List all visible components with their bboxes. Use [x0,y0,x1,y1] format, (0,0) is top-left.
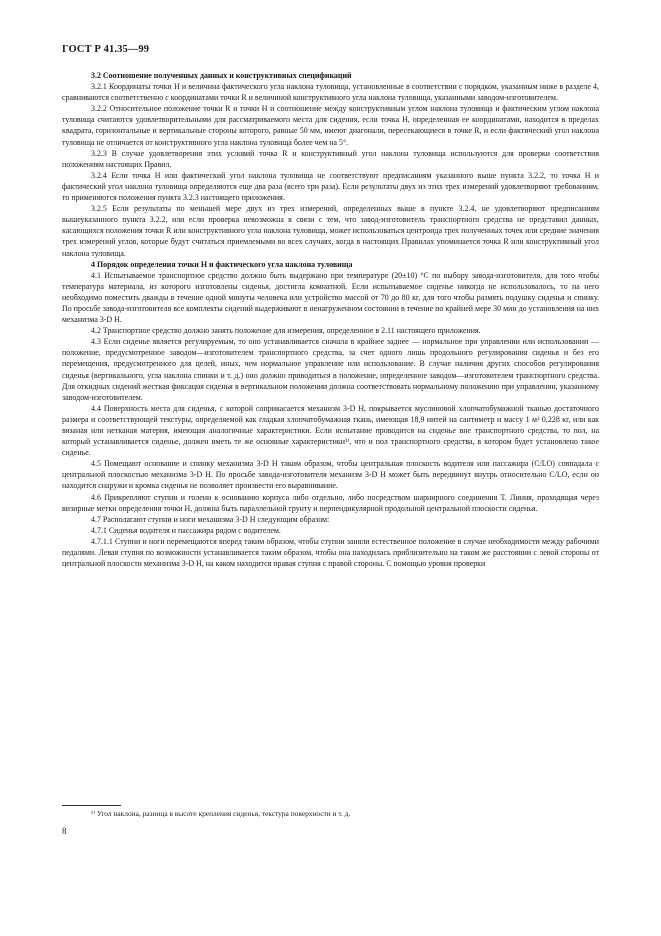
paragraph-3-2-2: 3.2.2 Относительное положение точки R и точки H и соотношение между конструктивным углом наклона туловища и фактическим углом наклона туловища считаются удовлетворительными для рассматриваемого места для сидения, если точка H, определенная ее координатами, находится в пределах квадрата, горизонтальные и вертикальные стороны которого, равные 50 мм, имеют диагонали, пересекающиеся в точке R, и если фактический угол наклона туловища не отличается от конструктивного угла наклона туловища более чем на 5°. [62,104,599,147]
section-heading-3-2: 3.2 Соотношение полученных данных и конструктивных спецификаций [91,71,352,80]
section-heading-4: 4 Порядок определения точки H и фактического угла наклона туловища [91,259,353,269]
page-number: 8 [62,826,67,836]
paragraph-4-5: 4.5 Помещают основание и спинку механизма 3-D H таким образом, чтобы центральная плоскость водителя или пассажира (C/LO) совпадала с центральной плоскостью механизма 3-D H. По просьбе завода-изготовителя механизм 3-D H может быть передвинут внутрь относительно C/LO, если он находится снаружи и кромка сиденья не позволяет произвести его выравнивание. [62,459,599,491]
paragraph-4-7-1: 4.7.1 Сиденья водителя и пассажира рядом с водителем. [91,525,281,535]
paragraph-4-1: 4.1 Испытываемое транспортное средство должно быть выдержано при температуре (20±10) °С по выбору завода-изготовителя, для того чтобы температура материала, из которого изготовлены сиденья, достигла комнатной. Если испытываемое сиденье никогда не использовалось, то на него необходимо поместить дважды в течение одной минуты человека или устройство массой от 70 до 80 кг, для того чтобы размять подушку сиденья и спинку. По просьбе завода-изготовителя все комплекты сидений выдерживают в ненагруженном состоянии в течение по крайней мере 30 мин до установления на них механизма 3-D H. [62,270,599,325]
footnote-divider [62,805,121,806]
document-body [62,70,599,569]
document-header-code: ГОСТ Р 41.35—99 [62,44,150,55]
paragraph-4-7: 4.7 Располагают ступни и ноги механизма 3-D H следующим образом: [91,514,330,524]
paragraph-4-2: 4.2 Транспортное средство должно занять положение для измерения, определенное в 2.11 настоящего приложения. [91,326,481,336]
paragraph-3-2-4: 3.2.4 Если точка H или фактический угол наклона туловища не соответствуют предписаниям указанного выше пункта 3.2.2, то точка H и фактический угол наклона туловища определяются еще два раза (всего три раза). Если результаты двух из этих трех измерений удовлетворяют требованиям, то применяются положения пункта 3.2.3 настоящего приложения. [62,170,599,203]
paragraph-4-7-1-1: 4.7.1.1 Ступни и ноги перемещаются вперед таким образом, чтобы ступни заняли естественное положение в случае необходимости между рабочими педалями. Левая ступня по возможности устанавливается таким образом, чтобы она находилась приблизительно на таком же расстоянии с левой стороны от центральной плоскости механизма 3-D H, на каком находится правая ступня с правой стороны. С помощью уровня проверки [62,536,599,569]
paragraph-4-3: 4.3 Если сиденье является регулируемым, то оно устанавливается сначала в крайнее заднее — нормальное при управлении или использовании — положение, предусмотренное заводом—изготовителем транспортного средства, за счет одного лишь продольного регулирования сиденья и без его перемещения, предусмотренного для целей, иных, чем нормальное управление или использование. В случае наличия других способов регулирования сиденья (вертикального, угла наклона спинки и т. д.) оно должно приводиться в положение, определенное заводом—изготовителем транспортного средства. Для откидных сидений жесткая фиксация сиденья в вертикальном положении должна соответствовать нормальному положению при управлении, указанному заводом-изготовителем. [62,337,599,402]
paragraph-4-6: 4.6 Прикрепляют ступни и голени к основанию корпуса либо отдельно, либо посредством шарнирного соединения T. Линия, проходящая через визирные метки определения точки H, должна быть параллельной грунту и перпендикулярной продольной центральной плоскости сиденья. [62,492,599,513]
paragraph-3-2-3: 3.2.3 В случае удовлетворения этих условий точка R и конструктивный угол наклона туловища используются для проверки соответствия положениям настоящих Правил. [62,148,599,169]
paragraph-3-2-1: 3.2.1 Координаты точки H и величина фактического угла наклона туловища, установленные в соответствии с порядком, указанным ниже в разделе 4, сравниваются соответственно с координатами точки R и величиной конструктивного угла наклона туловища, указанными заводом-изготовителем. [62,82,599,103]
paragraph-4-4: 4.4 Поверхность места для сиденья, с которой соприкасается механизм 3-D H, покрывается муслиновой хлопчатобумажной тканью достаточного размера и соответствующей текстуры, определяемой как гладкая хлопчатобумажная ткань, имеющая 18,9 нитей на сантиметр и массу 1 м² 0,228 кг, или как вязаная или нетканая материя, имеющая аналогичные характеристики. Если испытание проводится на сиденье вне транспортного средства, то пол, на который устанавливается сиденье, должен иметь те же основные характеристики¹⁾, что и пол транспортного средства, в котором будет установлено такое сиденье. [62,403,599,458]
paragraph-3-2-5: 3.2.5 Если результаты по меньшей мере двух из трех измерений, определенных выше в пункте 3.2.4, не удовлетворяют предписаниям вышеуказанного пункта 3.2.2, или если проверка невозможна в связи с тем, что завод-изготовитель транспортного средства не представил данных, касающихся положения точки R или конструктивного угла наклона туловища, может использоваться центроида трех полученных точек или средние значения трех измерений углов, которые будут считаться приемлемыми во всех случаях, когда в настоящих Правилах упоминается точка R или конструктивный угол наклона туловища. [62,204,599,258]
footnote: ¹⁾ Угол наклона, разница в высоте крепления сиденья, текстура поверхности и т. д. [91,809,351,818]
